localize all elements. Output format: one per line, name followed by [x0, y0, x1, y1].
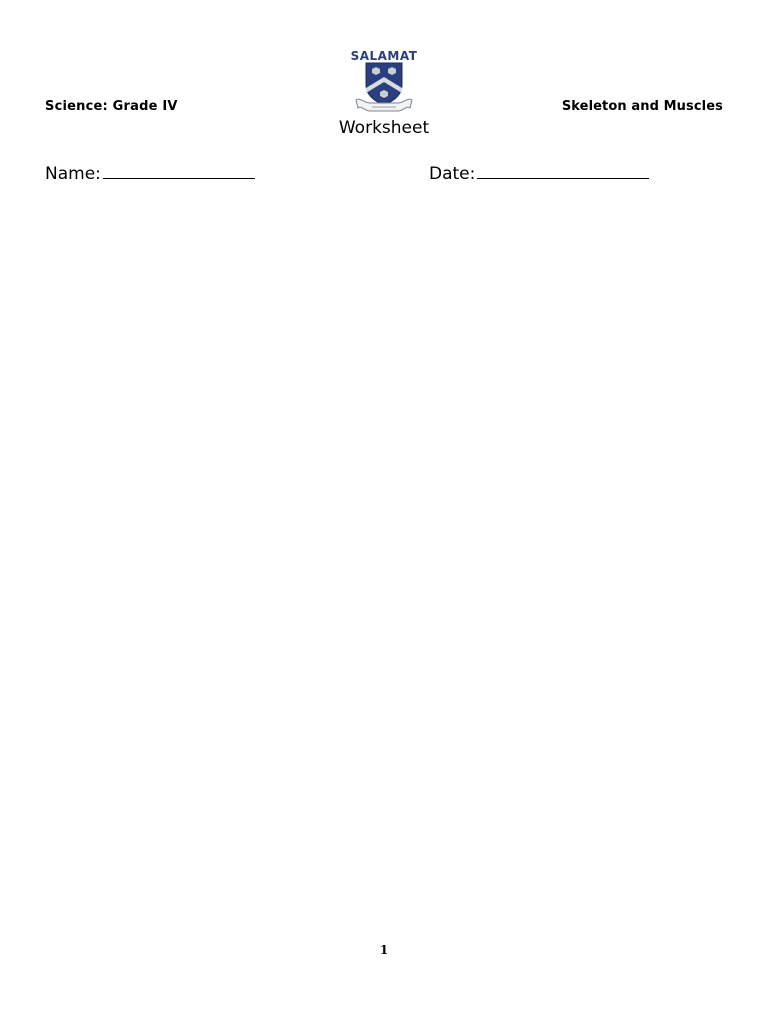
school-crest-icon [336, 48, 432, 114]
page-number: 1 [379, 943, 389, 957]
name-field[interactable] [45, 161, 255, 184]
svg-text:SALAMAT: SALAMAT [350, 49, 418, 63]
date-blank-line[interactable] [477, 161, 649, 179]
name-blank-line[interactable] [103, 161, 255, 179]
worksheet-topic-label: Skeleton and Muscles [561, 99, 723, 114]
name-label: Name: [45, 164, 101, 184]
date-field[interactable] [429, 161, 649, 184]
subject-grade-label: Science: Grade IV [45, 99, 178, 114]
date-label: Date: [429, 164, 476, 184]
page-title: Worksheet [338, 118, 430, 138]
